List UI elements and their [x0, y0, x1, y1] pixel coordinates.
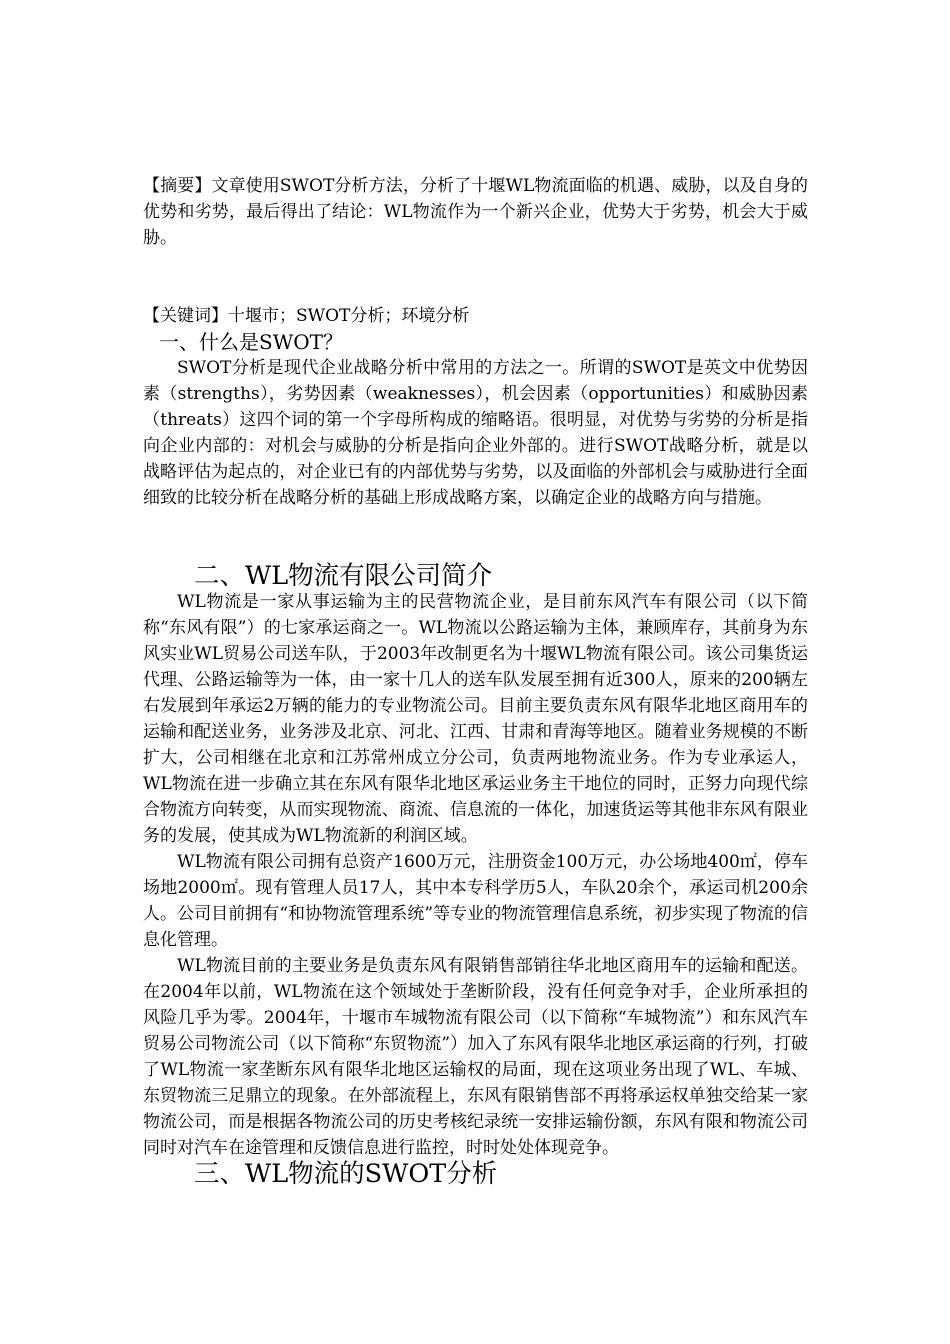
section-2-paragraph: WL物流有限公司拥有总资产1600万元，注册资金100万元，办公场地400㎡，停车场地2000㎡。现有管理人员17人，其中本专科学历5人，车队20余个，承运司机200余人。公司目前拥有“和协物流管理系统”等专业的物流管理信息系统，初步实现了物流的信息化管理。: [143, 852, 808, 950]
section-3-heading: 三、WL物流的SWOT分析: [194, 1159, 498, 1189]
abstract-text: 文章使用SWOT分析方法，分析了十堰WL物流面临的机遇、威胁，以及自身的优势和劣势，最后得出了结论：WL物流作为一个新兴企业，优势大于劣势，机会大于威胁。: [143, 176, 809, 248]
section-1-heading: 一、什么是SWOT？: [159, 330, 343, 354]
keywords-label: 【关键词】: [143, 306, 228, 326]
section-2-paragraph: WL物流目前的主要业务是负责东风有限销售部销往华北地区商用车的运输和配送。在2004年以前，WL物流在这个领域处于垄断阶段，没有任何竞争对手，企业所承担的风险几乎为零。2004年，十堰市车城物流有限公司（以下简称“车城物流”）和东风汽车贸易公司物流公司（以下简称“东贸物流”）加入了东风有限华北地区承运商的行列，打破了WL物流一家垄断东风有限华北地区运输权的局面，现在这项业务出现了WL、车城、东贸物流三足鼎立的现象。在外部流程上，东风有限销售部不再将承运权单独交给某一家物流公司，而是根据各物流公司的历史考核纪录统一安排运输份额，东风有限和物流公司同时对汽车在途管理和反馈信息进行监控，时时处处体现竞争。: [143, 956, 808, 1158]
abstract-paragraph: [143, 173, 808, 251]
section-2-heading: 二、WL物流有限公司简介: [194, 561, 493, 591]
document-body: [143, 173, 808, 1187]
abstract-label: 【摘要】: [143, 176, 212, 196]
keywords-text: 十堰市；SWOT分析；环境分析: [228, 306, 470, 326]
section-1-paragraph: SWOT分析是现代企业战略分析中常用的方法之一。所谓的SWOT是英文中优势因素（strengths），劣势因素（weaknesses），机会因素（opportunities）和威胁因素（threats）这四个词的第一个字母所构成的缩略语。很明显，对优势与劣势的分析是指向企业内部的：对机会与威胁的分析是指向企业外部的。进行SWOT战略分析，就是以战略评估为起点的，对企业已有的内部优势与劣势，以及面临的外部机会与威胁进行全面细致的比较分析在战略分析的基础上形成战略方案，以确定企业的战略方向与措施。: [143, 358, 808, 508]
section-2-paragraph: WL物流是一家从事运输为主的民营物流企业，是目前东风汽车有限公司（以下简称“东风有限”）的七家承运商之一。WL物流以公路运输为主体，兼顾库存，其前身为东风实业WL贸易公司送车队，于2003年改制更名为十堰WL物流有限公司。该公司集货运代理、公路运输等为一体，由一家十几人的送车队发展至拥有近300人，原来的200辆左右发展到年承运2万辆的能力的专业物流公司。目前主要负责东风有限华北地区商用车的运输和配送业务，业务涉及北京、河北、江西、甘肃和青海等地区。随着业务规模的不断扩大，公司相继在北京和江苏常州成立分公司，负责两地物流业务。作为专业承运人，WL物流在进一步确立其在东风有限华北地区承运业务主干地位的同时，正努力向现代综合物流方向转变，从而实现物流、商流、信息流的一体化，加速货运等其他非东风有限业务的发展，使其成为WL物流新的利润区域。: [143, 592, 808, 846]
keywords-paragraph: [143, 303, 808, 329]
